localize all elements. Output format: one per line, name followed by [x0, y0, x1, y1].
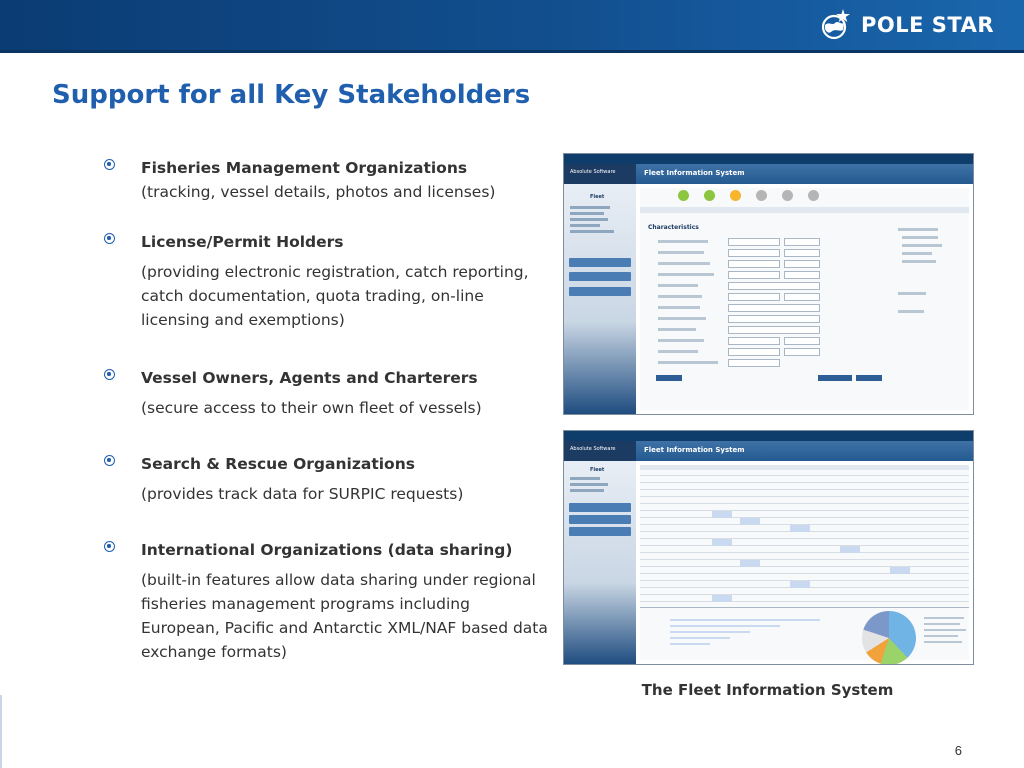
screenshot-brand-area [564, 164, 636, 184]
screenshot-app-bar [636, 164, 973, 184]
list-item [103, 156, 553, 204]
screenshot-app-title: Fleet Information System [644, 169, 745, 177]
fleet-info-screenshot-characteristics [563, 153, 974, 415]
left-edge-accent [0, 695, 2, 768]
screenshot-main-area [640, 465, 969, 660]
bullet-description: (providing electronic registration, catch reporting, catch documentation, quota trading, on-line licensing and exemptions) [141, 263, 529, 329]
screenshot-top-bar [564, 431, 973, 441]
screenshot-top-bar [564, 154, 973, 164]
list-item [103, 452, 553, 506]
screenshot-sidebar [564, 461, 636, 664]
screenshot-panel-title: Characteristics [648, 224, 699, 231]
pole-star-logo [819, 8, 994, 42]
screenshot-sidebar-heading: Fleet [590, 194, 605, 200]
bullet-description: (built-in features allow data sharing under regional fisheries management programs including European, Pacific and Antarctic XML/NAF based data exchange formats) [141, 571, 548, 661]
screenshot-sidebar-heading: Fleet [590, 467, 605, 473]
page-number: 6 [954, 743, 962, 758]
screenshot-app-title: Fleet Information System [644, 446, 745, 454]
bullet-icon [104, 159, 115, 170]
globe-star-icon [819, 8, 853, 42]
bullet-description: (provides track data for SURPIC requests) [141, 485, 464, 503]
screenshot-brand: Absolute Software [570, 446, 616, 452]
list-item [103, 366, 553, 420]
stakeholder-list [103, 156, 553, 690]
bullet-heading: Fisheries Management Organizations [141, 159, 468, 177]
bullet-description: (tracking, vessel details, photos and licenses) [141, 183, 496, 201]
slide-title: Support for all Key Stakeholders [52, 80, 531, 110]
list-item [103, 538, 553, 664]
screenshot-brand: Absolute Software [570, 169, 616, 175]
bullet-heading: License/Permit Holders [141, 233, 344, 251]
bullet-icon [104, 369, 115, 380]
brand-name: POLE STAR [860, 13, 994, 37]
screenshot-caption: The Fleet Information System [641, 681, 894, 699]
screenshot-brand-area [564, 441, 636, 461]
bullet-icon [104, 541, 115, 552]
bullet-heading: Search & Rescue Organizations [141, 455, 415, 473]
header-divider [0, 50, 1024, 53]
bullet-heading: International Organizations (data sharing) [141, 541, 513, 559]
bullet-description: (secure access to their own fleet of vessels) [141, 399, 482, 417]
screenshot-main-area [640, 188, 969, 410]
bullet-heading: Vessel Owners, Agents and Charterers [141, 369, 478, 387]
bullet-icon [104, 233, 115, 244]
list-item [103, 230, 553, 332]
bullet-icon [104, 455, 115, 466]
screenshot-sidebar [564, 184, 636, 414]
fleet-info-screenshot-table [563, 430, 974, 665]
screenshot-app-bar [636, 441, 973, 461]
